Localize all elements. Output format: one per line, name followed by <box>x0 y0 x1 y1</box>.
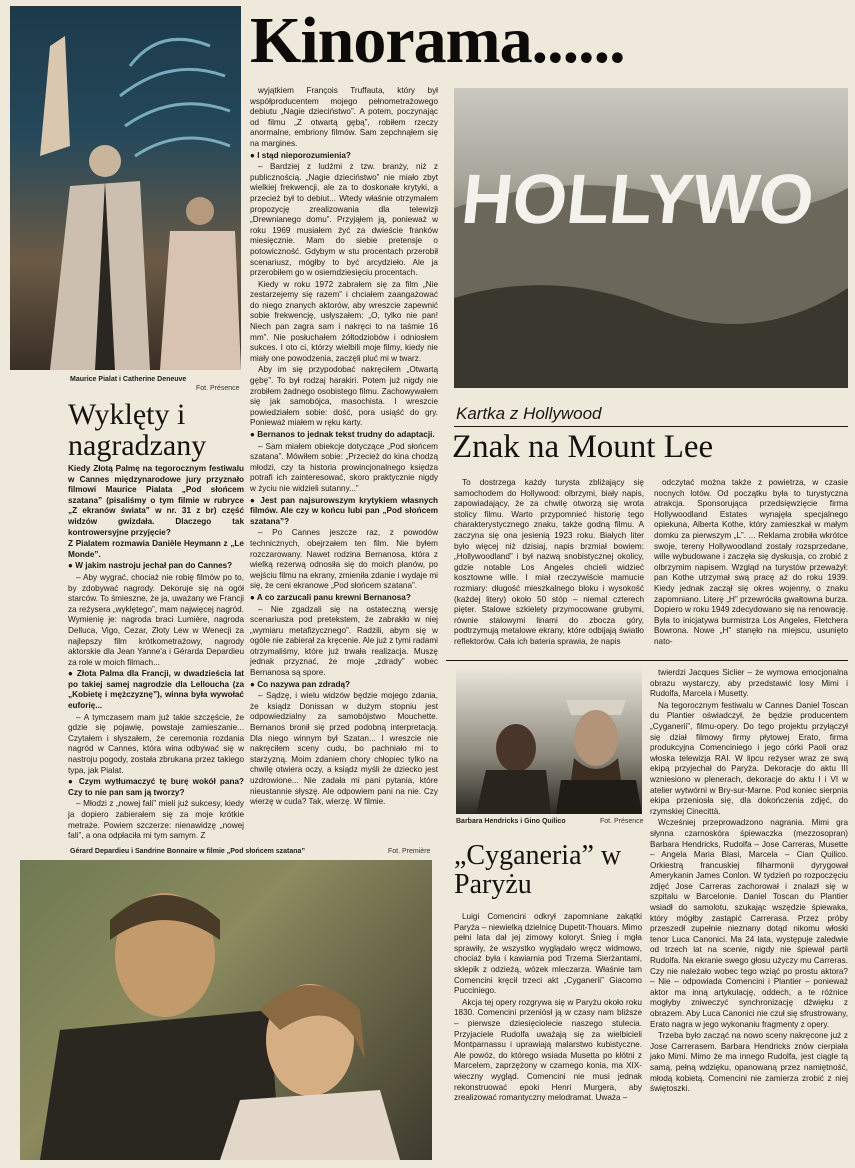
qa-paragraph: ● I stąd nieporozumienia? <box>250 150 351 160</box>
divider <box>446 660 848 661</box>
qa-paragraph: – Sądzę, i wielu widzów będzie mojego zdania, że ksiądz Donissan w dużym stopniu jest odpowiedzialny za samobójstwo Mouchette. Bernanos bronił się przed podobną interpretacją. Dla niego winnym był Szatan... I wreszcie nie nakręciłem sceny cudu, bo pachniało mi to starzyzną. Moim zdaniem chory chłopiec tylko na chwilę otwiera oczy, a ksiądz myśli że dziecko jest uzdrowione... Nie zadała mi pani pytania, które nieustannie słyszę. Ale odpowiem pani na nie. Czy wierzę w cuda? Tak, wierzę. W filmie. <box>250 691 438 807</box>
article-boheme-headline: „Cyganeria” w Paryżu <box>454 840 622 900</box>
qa-paragraph: wyjątkiem François Truffauta, który był współproducentem mojego pełnometrażowego debiutu „Nagie dzieciństwo”. A potem, poczynając od filmu „Z otwartą gębą”, robiłem rzeczy anormalne, embriony filmów. Sam zepchnąłem się na margines. <box>250 86 438 148</box>
qa-paragraph: – Po Cannes jeszcze raz, z powodów technicznych, obejrzałem ten film. Nie byłem rozczarowany. Nawet rodzina Bernanosa, która z wielką rezerwą odnosiła się do moich planów, po wejściu filmu na ekrany, zmieniła zdanie i wydaje mi się, że ceni ekranowe „Pod słońcem szatana”. <box>250 528 438 591</box>
article-hollywood-kicker: Kartka z Hollywood <box>456 404 602 423</box>
qa-paragraph: ● Jest pan najsurowszym krytykiem własnych filmów. Ale czy w końcu lubi pan „Pod słońcem szatana”? <box>250 495 438 526</box>
qa-paragraph: – A tymczasem mam już takie szczęście, że gdzie się pojawię, powstaje zamieszanie... Czytałem i słyszałem, że ceremonia rozdania nagród w Cannes, która wina odbywać się w nastroju pogody, została zbrukana przez takiego typa, jak Pialat. <box>68 712 244 775</box>
qa-paragraph: ● A co zarzucali panu krewni Bernanosa? <box>250 592 411 602</box>
qa-paragraph: Aby im się przypodobać nakręciłem „Otwartą gębę”. To był rodzaj harakiri. Potem już nigdy nie zrobiłem żadnego osobistego filmu. Zachowywałem się jak samobójca, masochista. I wreszcie powiedziałem sobie: dość, pora usiąść do gry. Ponieważ miałem w ręku karty. <box>250 365 438 428</box>
photo-boheme-credit: Fot. Présence <box>600 818 644 825</box>
article-paragraph: To dostrzega każdy turysta zbliżający się samochodem do Hollywood: olbrzymi, biały napis, zapowiadający, że za chwilę otworzą się wrota stolicy filmu. Warto przypomnieć historię tego charakterystycznego znaku, także godną filmu. A zaczyna się ona jesienią 1923 roku. Białych liter było więcej niż dzisiaj, napis brzmiał bowiem: „Hollywoodland” i był nazwą snobistycznej okolicy, gdzie notable Los Angeles chcieli widzieć kosztowne wille. I miał rzeczywiście mamucie rozmiary: długość mieszkalnego bloku i wysokość (każdej litery) około 50 stóp – niemal czterech pięter. Stalowe szkielety przymocowane grubymi, równie stalowymi linami do zbocza góry, podtrzymują metalowe ekrany, które odbijają światło reflektorów. Cała ich bateria sprawia, że napis <box>454 478 644 646</box>
photo-hollywood-image <box>454 88 848 388</box>
qa-paragraph: – Bardziej z ludźmi z tzw. branży, niż z publicznością. „Nagie dzieciństwo” nie miało zbyt wielkiej frekwencji, ale za to doskonałe krytyki, a przecież był to debiut... Wtedy właśnie otrzymałem propozycję zrealizowania dla telewizji „Drewnianego domu”. Przyjąłem ją, ponieważ w roku 1969 musiałem żyć za dwieście franków miesięcznie. Mam do siebie pretensje o potowiczność. Gdybym w stu procentach przerobił scenariusz, mógłby to być arcydzieło. Ale ja przerobiłem go w osiemdziesięciu procentach. <box>250 162 438 278</box>
photo-cannes-image <box>10 6 241 370</box>
article-pialat-headline: Wyklęty i nagradzany <box>68 398 207 462</box>
qa-paragraph: ● Co nazywa pan zdradą? <box>250 679 351 689</box>
photo-depardieu <box>20 860 432 1160</box>
masthead-title: Kinorama...... <box>250 4 625 77</box>
qa-paragraph: – Aby wygrać, chociaż nie robię filmów po to, by zdobywać nagrody. Dekoruje się na ogół starców. To śmieszne, że ja, uważany we Francji za reżysera „wyklętego”, mam najwięcej nagród. Wymienię je: nagroda braci Lumière, nagroda Delluca, Vigo, Cezar, Złoty Lew w Wenecji za najlepszy film krótkometrażowy, nagrody aktorskie dla Jean Yanne'a i Gérarda Depardieu za role w moich filmach... <box>68 572 244 667</box>
photo-boheme-image <box>456 670 642 814</box>
article-pialat-col2 <box>250 86 438 840</box>
photo-boheme <box>456 670 642 814</box>
qa-paragraph: Kiedy w roku 1972 zabrałem się za film „Nie zestarzejemy się razem” i chciałem zaangażować do niego znanych aktorów, aby wreszcie zapewnić sobie frekwencję, usłyszałem: „O, tylko nie pan! Niech pan zagra sam i nakręci to na taśmie 16 mm”. Nie posłuchałem żółtodziobów i odniosłem sukces. I oto ci, którzy wielbili moje filmy, kiedy nie miały one powodzenia, zaczęli pluć mi w twarz. <box>250 279 438 363</box>
article-boheme-col-left <box>454 912 642 1158</box>
article-paragraph: Na tegorocznym festiwalu w Cannes Daniel Toscan du Plantier oświadczył, że będzie producentem „Cyganerii”, filmu-opery. Do tego projektu przyłączył się dział filmowy firmy płytowej Erato, firma produkcyjna Comenciniego i jego córki Paoli oraz włoska telewizja RAI. W lipcu reżyser wraz ze swą ekipą przyjechał do Paryża. Dekoracje do aktu III wzniesiono w plenerach, dekoracje do aktu I i VI w atelier wytwórni w Bry-sur-Marne. Pod koniec sierpnia ekipa przeniosła się, dla dokończenia zdjęć, do rzymskiej Cinecittà. <box>650 700 848 816</box>
article-hollywood-headline: Znak na Mount Lee <box>452 429 714 465</box>
qa-paragraph: – Nie zgadzali się na ostateczną wersję scenariusza pod pretekstem, że zabrakło w niej „wymiaru metafizycznego”. Radzili, abym się w ogóle nie zabierał za kręcenie. Ale już z tymi radami otrzymaliśmy, które już trwała realizacja. Muszę jednak przyznać, że moje „zdrady” wobec Bernanosa są spore. <box>250 604 438 678</box>
article-pialat-col1 <box>68 464 244 841</box>
article-paragraph: Trzeba było zacząć na nowo sceny nakręcone już z Jose Carrerasem. Barbara Hendricks znów cierpiała jako Mimi. Mimo że ma innego Rudolfa, jest ciągle tą samą, pełną wdzięku, opanowaną przez namiętność, młodą kobietą. Comencini nie zamierza zrobić z niej świętoszki. <box>650 1031 848 1094</box>
photo-depardieu-image <box>20 860 432 1160</box>
photo-boheme-caption: Barbara Hendricks i Gino Quilico <box>456 818 566 825</box>
article-pialat-lead: Kiedy Złotą Palmę na tegorocznym festiwalu w Cannes międzynarodowe jury przyznało filmowi Maurice Pialata „Pod słońcem szatana” (pisaliśmy o tym filmie w rubryce „Z ekranów świata” w nr. 31 z br) część widzów gwizdała. Dlaczego tak kontrowersyjne przyjęcie? <box>68 464 244 537</box>
article-paragraph: twierdzi Jacques Siclier – że wymowa emocjonalna obrazu wystarczy, aby przedstawić losy Mimi i Rudolfa, Marcela i Musetty. <box>650 668 848 699</box>
divider <box>454 426 848 427</box>
photo-cannes-credit: Fot. Présence <box>196 385 240 392</box>
photo-depardieu-caption: Gérard Depardieu i Sandrine Bonnaire w filmie „Pod słońcem szatana” <box>70 848 305 855</box>
photo-cannes <box>10 6 241 370</box>
qa-paragraph: ● Czym wytłumaczyć tę burę wokół pana? Czy to nie pan sam ją tworzy? <box>68 777 244 797</box>
article-paragraph: Luigi Comencini odkrył zapomniane zakątki Paryża – niewielką dzielnicę Dupetit-Thouars. Mimo pełni lata dał jej zimowy koloryt. Śnieg i mgła sprawiły, że wszystko wyglądało wręcz widmowo, chociaż była i kawiarnia pod Trzema Sierżantami, sklepik z odzieżą, wózek mleczarza. Właśnie tam Comencini kręcił trzeci akt „Cyganerii” Giacomo Pucciniego. <box>454 912 642 996</box>
photo-depardieu-credit: Fot. Première <box>388 848 431 855</box>
qa-paragraph: – Młodzi z „nowej fali” mieli już sukcesy, kiedy ja dopiero zabierałem się za moje krótkie metraże. Powiem szczerze: nienawidzę „nowej fali”, a ona odpłaciła mi tym samym. Z <box>68 799 244 841</box>
photo-cannes-caption: Maurice Pialat i Catherine Deneuve <box>70 376 187 383</box>
qa-paragraph: ● Złota Palma dla Francji, w dwadzieścia lat po takiej samej nagrodzie dla Lelloucha (za „Kobietę i mężczyznę”), winna była wywołać euforię... <box>68 669 244 711</box>
photo-hollywood <box>454 88 848 388</box>
article-hollywood-col1 <box>454 478 644 650</box>
qa-paragraph: ● Bernanos to jednak tekst trudny do adaptacji. <box>250 430 435 439</box>
article-paragraph: odczytać można także z powietrza, w czasie nocnych lotów. Od początku była to turystyczna atrakcja. Sponsorująca przedsięwzięcie firma Hollywoodland Estates wynajęła specjalnego opiekuna, Alberta Kothe, który zamieszkał w małym domku za pierwszym „L”. ... Reklama zrobiła wkrótce swoje, tereny Hollywoodland zostały rozsprzedane, wille wybudowane i zaczęła się dyskusja, co zrobić z olbrzymim napisem. Wzgląd na turystów przeważył: pan Kothe utrzymał swą pracę aż do roku 1939. Kiedy jednak zaczął się okres wojenny, o znaku zapomniano. Literę „H” przewróciła gwałtowna burza. Dopiero w roku 1949 zdecydowano się na renowację. Była to inicjatywa burmistrza Los Angeles, Fletchera Bowrona. Nowe „H” stanęło na miejscu, usunięto nato- <box>654 478 848 646</box>
article-hollywood-col2 <box>654 478 848 650</box>
article-paragraph: Wcześniej przeprowadzono nagrania. Mimi gra słynna czarnoskóra śpiewaczka (mezzosopran) Barbara Hendricks, Rudolfa – Jose Carreras, Musette – Angela Maria Blasi, Marcela – Cian Quilico. Orkiestrą francuskiej filharmonii dyrygował Amerykanin James Conlon. W tydzień po rozpoczęciu zdjęć Jose Carreras zachorował i znalazł się w szpitalu w Barcelonie. Daniel Toscan du Plantier wsiadł do samolotu, szukając wszędzie śpiewaka, który mógłby zastąpić Carrerasa. Przez próby przeszedł zupełnie nieznany dotąd nikomu włoski tenor Luca Canonici. Ma 24 lata, występuje zaledwie od trzech lat na scenie, nigdy nie śpiewał partii Rudolfa. Na ekranie swego głosu użyczy mu Carreras. Czy nie należało wobec tego wziąć po prostu aktora? – Nie – odpowiada Comencini i Plantier – ponieważ aktor ma inną artykulację, oddech, a te różnice mogłyby zniweczyć synchronizację dźwięku z obrazem. Aby Luca Canonici nie czuł się sfrustrowany, Erato nagra w jego wykonaniu fragmenty z opery. <box>650 818 848 1029</box>
article-pialat-intro: Z Pialatem rozmawia Danièle Heymann z „Le Monde”. <box>68 539 244 559</box>
qa-paragraph: – Sam miałem obiekcje dotyczące „Pod słońcem szatana”. Mówiłem sobie: „Przecież do kina chodzą młodzi, czy ta historia prowincjonalnego księdza potrafi ich zainteresować, skoro praktycznie nigdy w życiu nie widzieli sutanny...” <box>250 441 438 493</box>
qa-paragraph: ● W jakim nastroju jechał pan do Cannes? <box>68 561 233 571</box>
article-paragraph: Akcja tej opery rozgrywa się w Paryżu około roku 1830. Comencini przeniósł ją w czasy nam bliższe – pierwsze dziesięciolecie naszego stulecia. Przyjaciele Rudolfa uważają się za wielbicieli Montparnassu i uprawiają malarstwo kubistyczne. Ale powóz, do którego wsiada Musetta po kłótni z Marcelem, zaprzężony w czarnego konia, ma XIX-wieczny wygląd. Comencini nie musi jednak rekonstruować epoki Henri Murgera, aby zrealizować romantyczny melodramat. Uważa – <box>454 997 642 1103</box>
hollywood-sign-text: HOLLYWO <box>458 159 818 238</box>
article-boheme-col-right <box>650 668 848 1158</box>
